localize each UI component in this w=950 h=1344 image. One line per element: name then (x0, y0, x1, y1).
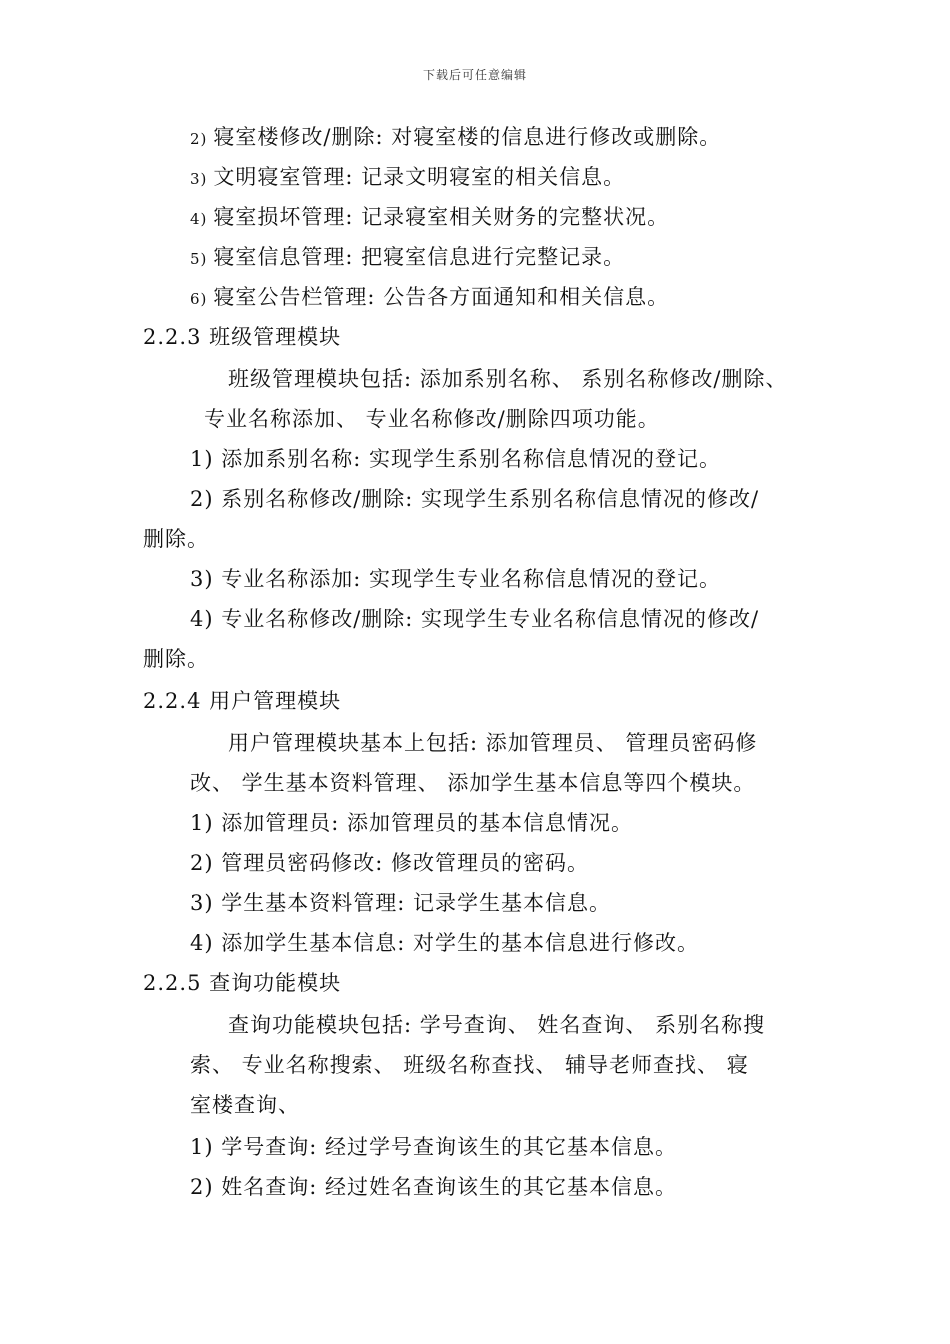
paragraph-line: 改、 学生基本资料管理、 添加学生基本信息等四个模块。 (190, 771, 756, 795)
list-item (190, 162, 625, 194)
list-item-continuation: 删除。 (143, 527, 209, 551)
section-heading: 2.2.3 班级管理模块 (143, 325, 342, 349)
list-number: 4) (190, 210, 208, 228)
list-item (190, 282, 669, 314)
list-item: 3) 专业名称添加: 实现学生专业名称信息情况的登记。 (190, 567, 721, 591)
paragraph-line: 班级管理模块包括: 添加系别名称、 系别名称修改/删除、 (228, 367, 788, 391)
paragraph-line: 索、 专业名称搜索、 班级名称查找、 辅导老师查找、 寝 (190, 1053, 749, 1077)
list-text: 寝室楼修改/删除: 对寝室楼的信息进行修改或删除。 (213, 125, 722, 149)
section-heading: 2.2.4 用户管理模块 (143, 689, 342, 713)
list-number: 5) (190, 250, 208, 268)
list-item: 3) 学生基本资料管理: 记录学生基本信息。 (190, 891, 611, 915)
list-number: 2) (190, 130, 208, 148)
paragraph-line: 室楼查询、 (190, 1093, 300, 1117)
header-note: 下载后可任意编辑 (422, 68, 527, 82)
paragraph-line: 专业名称添加、 专业名称修改/删除四项功能。 (204, 407, 660, 431)
list-item: 4) 添加学生基本信息: 对学生的基本信息进行修改。 (190, 931, 699, 955)
list-item: 2) 管理员密码修改: 修改管理员的密码。 (190, 851, 589, 875)
paragraph-line: 用户管理模块基本上包括: 添加管理员、 管理员密码修 (228, 731, 758, 755)
list-item: 1) 添加系别名称: 实现学生系别名称信息情况的登记。 (190, 447, 721, 471)
list-text: 寝室信息管理: 把寝室信息进行完整记录。 (213, 245, 626, 269)
list-text: 寝室损坏管理: 记录寝室相关财务的完整状况。 (213, 205, 670, 229)
list-text: 寝室公告栏管理: 公告各方面通知和相关信息。 (213, 285, 670, 309)
list-item (190, 202, 669, 234)
list-item-continuation: 删除。 (143, 647, 209, 671)
list-item (190, 122, 721, 154)
list-number: 6) (190, 290, 208, 308)
list-item: 1) 学号查询: 经过学号查询该生的其它基本信息。 (190, 1135, 677, 1159)
list-item: 2) 姓名查询: 经过姓名查询该生的其它基本信息。 (190, 1175, 677, 1199)
list-item (190, 242, 625, 274)
paragraph-line: 查询功能模块包括: 学号查询、 姓名查询、 系别名称搜 (228, 1013, 766, 1037)
list-item: 1) 添加管理员: 添加管理员的基本信息情况。 (190, 811, 633, 835)
list-text: 文明寝室管理: 记录文明寝室的相关信息。 (213, 165, 626, 189)
list-number: 3) (190, 170, 208, 188)
list-item: 2) 系别名称修改/删除: 实现学生系别名称信息情况的修改/ (190, 487, 760, 511)
list-item: 4) 专业名称修改/删除: 实现学生专业名称信息情况的修改/ (190, 607, 760, 631)
section-heading: 2.2.5 查询功能模块 (143, 971, 342, 995)
